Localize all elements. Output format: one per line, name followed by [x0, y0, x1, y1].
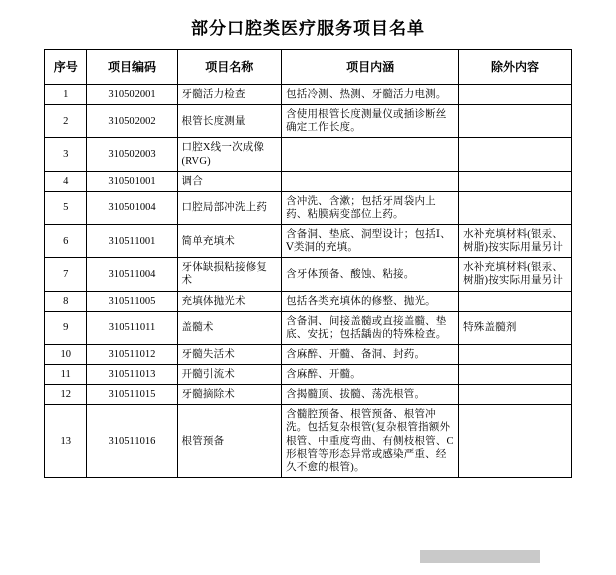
table-container — [44, 49, 572, 478]
cell-code: 310511016 — [87, 405, 177, 478]
cell-code: 310501001 — [87, 171, 177, 191]
column-header-exclusion: 除外内容 — [459, 50, 572, 85]
cell-seq: 2 — [45, 105, 87, 138]
cell-exclusion — [459, 171, 572, 191]
cell-code: 310511011 — [87, 311, 177, 344]
page-title: 部分口腔类医疗服务项目名单 — [191, 19, 425, 38]
table-row — [45, 138, 572, 171]
cell-seq: 10 — [45, 344, 87, 364]
table-row — [45, 344, 572, 364]
cell-exclusion — [459, 365, 572, 385]
cell-seq: 1 — [45, 85, 87, 105]
table-row — [45, 258, 572, 291]
table-row — [45, 385, 572, 405]
cell-seq: 9 — [45, 311, 87, 344]
table-header — [45, 50, 572, 85]
table-row — [45, 311, 572, 344]
cell-seq: 11 — [45, 365, 87, 385]
cell-seq: 6 — [45, 225, 87, 258]
cell-name: 口腔X线一次成像(RVG) — [177, 138, 282, 171]
cell-exclusion — [459, 385, 572, 405]
cell-exclusion: 特殊盖髓剂 — [459, 311, 572, 344]
cell-code: 310502002 — [87, 105, 177, 138]
table-row — [45, 365, 572, 385]
table-row — [45, 105, 572, 138]
table-body — [45, 85, 572, 478]
cell-name: 牙髓摘除术 — [177, 385, 282, 405]
cell-connotation: 含使用根管长度测量仪或插诊断丝确定工作长度。 — [282, 105, 459, 138]
cell-connotation: 含牙体预备、酸蚀、粘接。 — [282, 258, 459, 291]
cell-name: 牙体缺损粘接修复术 — [177, 258, 282, 291]
column-header-name: 项目名称 — [177, 50, 282, 85]
cell-connotation: 含麻醉、开髓。 — [282, 365, 459, 385]
column-header-seq: 序号 — [45, 50, 87, 85]
cell-exclusion — [459, 138, 572, 171]
cell-name: 牙髓活力检查 — [177, 85, 282, 105]
cell-exclusion: 水补充填材料(银汞、树脂)按实际用量另计 — [459, 258, 572, 291]
cell-connotation: 含备洞、垫底、洞型设计；包括Ⅰ、Ⅴ类洞的充填。 — [282, 225, 459, 258]
cell-code: 310502001 — [87, 85, 177, 105]
cell-seq: 12 — [45, 385, 87, 405]
dental-service-items-table — [44, 49, 572, 478]
cell-exclusion — [459, 191, 572, 224]
table-row — [45, 85, 572, 105]
cell-exclusion — [459, 291, 572, 311]
table-row — [45, 191, 572, 224]
cell-name: 调合 — [177, 171, 282, 191]
cell-code: 310501004 — [87, 191, 177, 224]
cell-seq: 13 — [45, 405, 87, 478]
cell-connotation: 含冲洗、含漱；包括牙周袋内上药、粘膜病变部位上药。 — [282, 191, 459, 224]
table-row — [45, 225, 572, 258]
cell-connotation — [282, 138, 459, 171]
cell-exclusion: 水补充填材料(银汞、树脂)按实际用量另计 — [459, 225, 572, 258]
cell-exclusion — [459, 105, 572, 138]
cell-name: 盖髓术 — [177, 311, 282, 344]
cell-connotation: 包括各类充填体的修整、抛光。 — [282, 291, 459, 311]
cell-code: 310511004 — [87, 258, 177, 291]
table-row — [45, 171, 572, 191]
cell-code: 310502003 — [87, 138, 177, 171]
cell-name: 开髓引流术 — [177, 365, 282, 385]
table-row — [45, 291, 572, 311]
cell-exclusion — [459, 344, 572, 364]
redaction-bar — [420, 550, 540, 563]
cell-connotation — [282, 171, 459, 191]
cell-connotation: 含麻醉、开髓、备洞、封药。 — [282, 344, 459, 364]
cell-connotation: 包括冷测、热测、牙髓活力电测。 — [282, 85, 459, 105]
column-header-code: 项目编码 — [87, 50, 177, 85]
cell-connotation: 含髓腔预备、根管预备、根管冲洗。包括复杂根管(复杂根管指额外根管、中重度弯曲、有侧枝根管、C形根管等形态异常或感染严重、经久不愈的根管)。 — [282, 405, 459, 478]
cell-name: 充填体抛光术 — [177, 291, 282, 311]
cell-name: 根管长度测量 — [177, 105, 282, 138]
cell-seq: 7 — [45, 258, 87, 291]
cell-exclusion — [459, 85, 572, 105]
table-header-row — [45, 50, 572, 85]
column-header-connotation: 项目内涵 — [282, 50, 459, 85]
cell-code: 310511013 — [87, 365, 177, 385]
table-row — [45, 405, 572, 478]
cell-code: 310511005 — [87, 291, 177, 311]
cell-connotation: 含揭髓顶、拔髓、荡洗根管。 — [282, 385, 459, 405]
cell-name: 口腔局部冲洗上药 — [177, 191, 282, 224]
cell-code: 310511015 — [87, 385, 177, 405]
cell-exclusion — [459, 405, 572, 478]
document-page — [0, 14, 616, 575]
cell-name: 根管预备 — [177, 405, 282, 478]
cell-name: 牙髓失活术 — [177, 344, 282, 364]
cell-seq: 5 — [45, 191, 87, 224]
cell-connotation: 含备洞、间接盖髓或直接盖髓、垫底、安抚；包括龋齿的特殊检查。 — [282, 311, 459, 344]
cell-code: 310511012 — [87, 344, 177, 364]
cell-code: 310511001 — [87, 225, 177, 258]
cell-name: 简单充填术 — [177, 225, 282, 258]
cell-seq: 8 — [45, 291, 87, 311]
cell-seq: 3 — [45, 138, 87, 171]
cell-seq: 4 — [45, 171, 87, 191]
